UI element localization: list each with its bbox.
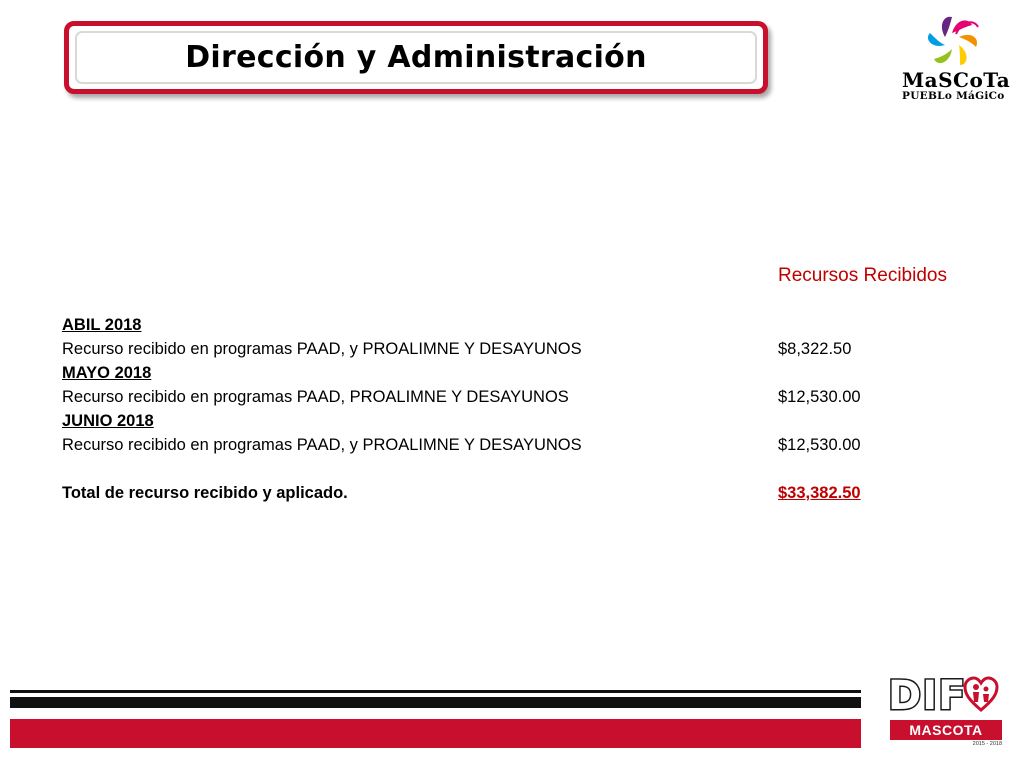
title-inner-frame <box>75 31 757 84</box>
mascota-pueblo-magico-logo <box>898 12 1011 104</box>
mascota-label: MASCOTA <box>890 720 1002 740</box>
column-header-recursos: Recursos Recibidos <box>778 265 947 286</box>
month-row <box>62 361 962 385</box>
resource-row <box>62 433 962 457</box>
heart-family-icon <box>963 676 999 714</box>
resource-amount: $8,322.50 <box>778 340 852 358</box>
month-label: MAYO 2018 <box>62 364 152 382</box>
row-spacer <box>62 457 962 481</box>
footer-red-band <box>10 719 861 748</box>
footer-divider-thin <box>10 690 861 693</box>
total-row <box>62 481 962 505</box>
logo-wordmark <box>902 68 1011 102</box>
dif-years: 2015 - 2018 <box>972 741 1002 747</box>
total-label: Total de recurso recibido y aplicado. <box>62 484 348 502</box>
dif-letters: DIF <box>888 673 967 719</box>
month-label: ABIL 2018 <box>62 316 142 334</box>
logo-wordmark-line2: PUEBLo MáGiCo <box>902 90 1005 102</box>
resource-description: Recurso recibido en programas PAAD, PROALIMNE Y DESAYUNOS <box>62 388 569 406</box>
page-title: Dirección y Administración <box>185 40 647 75</box>
month-label: JUNIO 2018 <box>62 412 154 430</box>
total-amount: $33,382.50 <box>778 484 861 502</box>
resource-amount: $12,530.00 <box>778 436 861 454</box>
resource-description: Recurso recibido en programas PAAD, y PROALIMNE Y DESAYUNOS <box>62 436 582 454</box>
resource-row <box>62 385 962 409</box>
dif-mascota-logo <box>888 674 1008 752</box>
footer-divider-thick <box>10 697 861 708</box>
resource-amount: $12,530.00 <box>778 388 861 406</box>
title-frame <box>64 21 768 94</box>
month-row <box>62 409 962 433</box>
month-row <box>62 313 962 337</box>
resources-table <box>62 313 962 505</box>
logo-wordmark-line1: MaSCoTa <box>902 68 1011 92</box>
flower-pinwheel-icon <box>922 12 982 70</box>
resource-row <box>62 337 962 361</box>
resource-description: Recurso recibido en programas PAAD, y PROALIMNE Y DESAYUNOS <box>62 340 582 358</box>
